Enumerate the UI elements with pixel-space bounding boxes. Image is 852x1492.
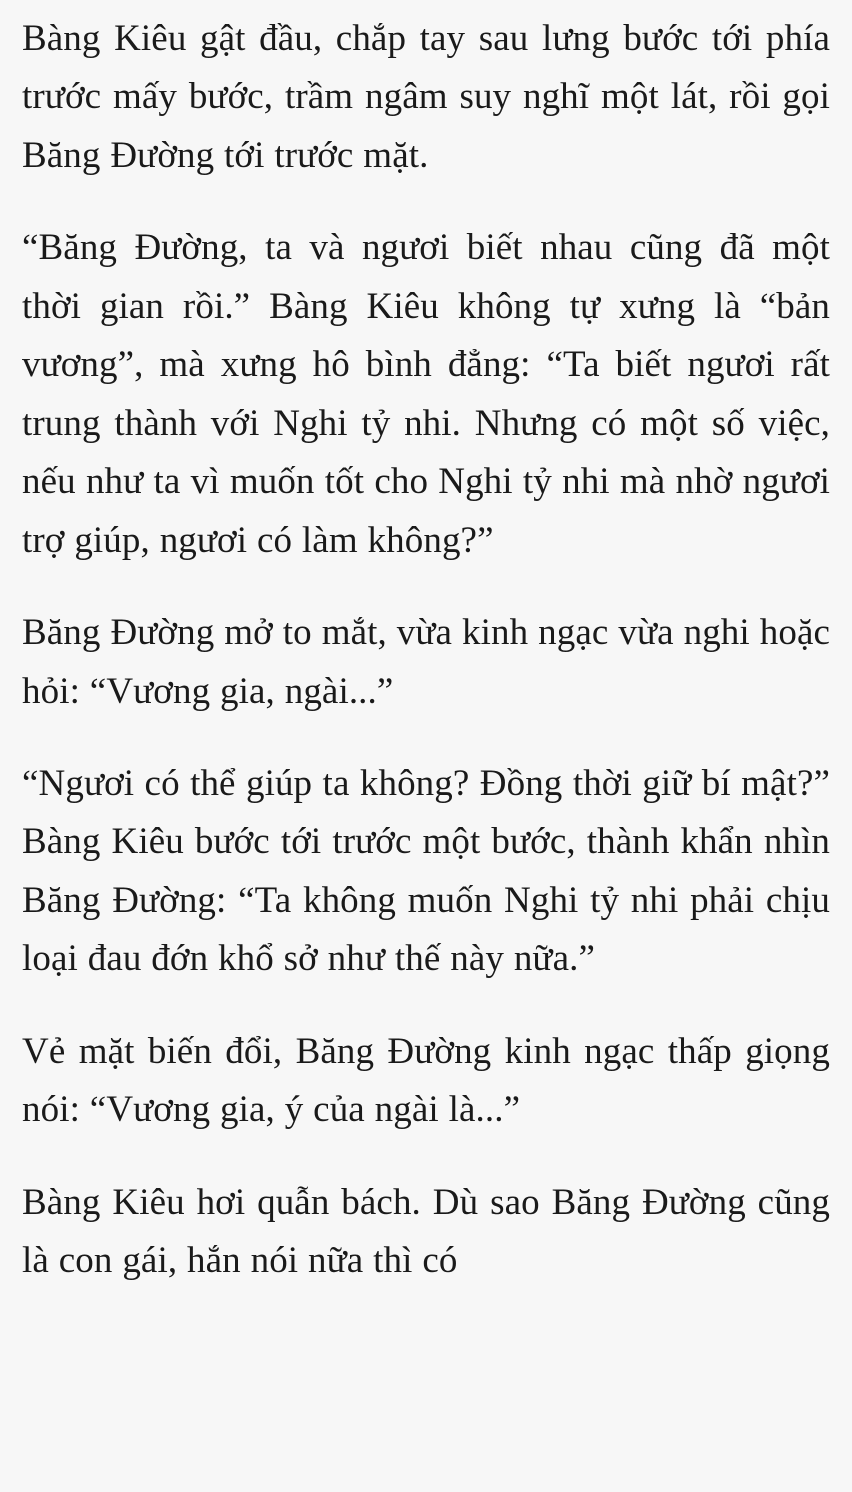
paragraph: “Ngươi có thể giúp ta không? Đồng thời giữ bí mật?” Bàng Kiêu bước tới trước một bước, thành khẩn nhìn Băng Đường: “Ta không muốn Nghi tỷ nhi phải chịu loại đau đớn khổ sở như thế này nữa.” (22, 762, 830, 980)
paragraph: Bàng Kiêu hơi quẫn bách. Dù sao Băng Đường cũng là con gái, hắn nói nữa thì có (22, 1181, 830, 1282)
paragraph: “Băng Đường, ta và ngươi biết nhau cũng đã một thời gian rồi.” Bàng Kiêu không tự xưng là “bản vương”, mà xưng hô bình đẳng: “Ta biết ngươi rất trung thành với Nghi tỷ nhi. Nhưng có một số việc, nếu như ta vì muốn tốt cho Nghi tỷ nhi mà nhờ ngươi trợ giúp, ngươi có làm không?” (22, 227, 830, 561)
paragraph: Băng Đường mở to mắt, vừa kinh ngạc vừa nghi hoặc hỏi: “Vương gia, ngài...” (22, 612, 830, 712)
paragraph: Bàng Kiêu gật đầu, chắp tay sau lưng bước tới phía trước mấy bước, trầm ngâm suy nghĩ một lát, rồi gọi Băng Đường tới trước mặt. (22, 18, 830, 176)
paragraph: Vẻ mặt biến đổi, Băng Đường kinh ngạc thấp giọng nói: “Vương gia, ý của ngài là...” (22, 1030, 830, 1131)
